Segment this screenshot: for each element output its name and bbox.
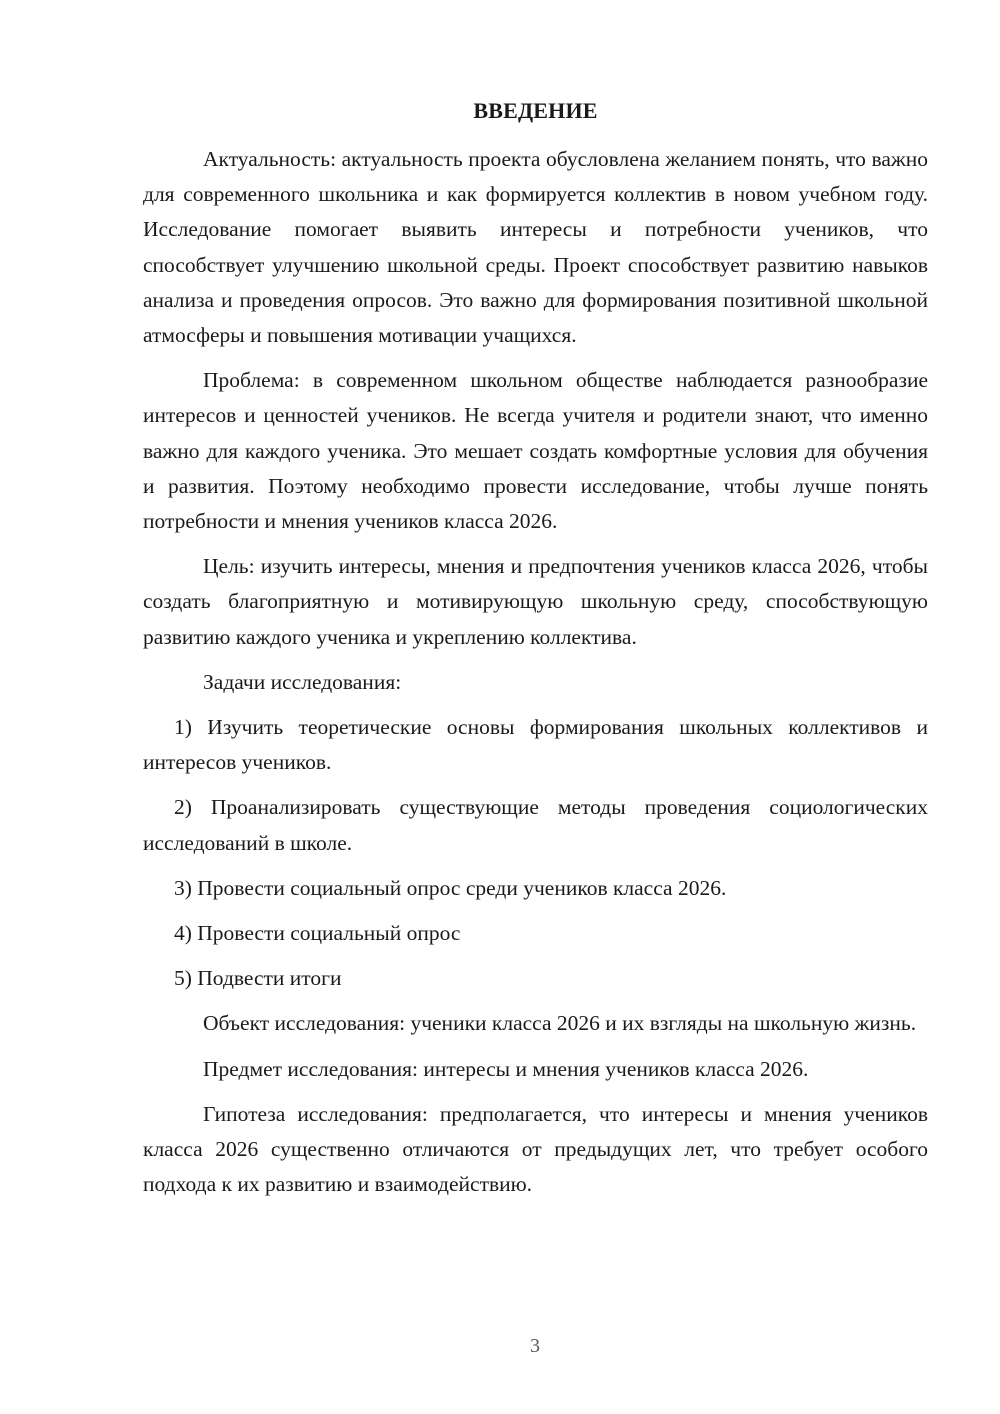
document-body	[143, 142, 928, 1212]
page-title: ВВЕДЕНИЕ	[473, 98, 598, 123]
task-item-2: 2) Проанализировать существующие методы проведения социологических исследований в школе.	[143, 795, 928, 855]
task-item-3: 3) Провести социальный опрос среди учеников класса 2026.	[174, 875, 727, 900]
goal-paragraph: Цель: изучить интересы, мнения и предпочтения учеников класса 2026, чтобы создать благоприятную и мотивирующую школьную среду, способствующую развитию каждого ученика и укреплению коллектива.	[143, 554, 928, 649]
subject-paragraph: Предмет исследования: интересы и мнения учеников класса 2026.	[203, 1056, 809, 1081]
object-paragraph: Объект исследования: ученики класса 2026 и их взгляды на школьную жизнь.	[203, 1011, 917, 1036]
relevance-paragraph: Актуальность: актуальность проекта обусловлена желанием понять, что важно для современного школьника и как формируется коллектив в новом учебном году. Исследование помогает выявить интересы и потребности учеников, что способствует улучшению школьной среды. Проект способствует развитию навыков анализа и проведения опросов. Это важно для формирования позитивной школьной атмосферы и повышения мотивации учащихся.	[143, 147, 928, 348]
tasks-heading: Задачи исследования:	[203, 669, 402, 694]
hypothesis-paragraph: Гипотеза исследования: предполагается, что интересы и мнения учеников класса 2026 существенно отличаются от предыдущих лет, что требует особого подхода к их развитию и взаимодействию.	[143, 1101, 928, 1197]
task-item-5: 5) Подвести итоги	[174, 966, 342, 991]
task-item-1: 1) Изучить теоретические основы формирования школьных коллективов и интересов учеников.	[143, 715, 928, 775]
problem-paragraph: Проблема: в современном школьном обществе наблюдается разнообразие интересов и ценностей учеников. Не всегда учителя и родители знают, что именно важно для каждого ученика. Это мешает создать комфортные условия для обучения и развития. Поэтому необходимо провести исследование, чтобы лучше понять потребности и мнения учеников класса 2026.	[143, 368, 928, 534]
page-number: 3	[530, 1335, 540, 1357]
task-item-4: 4) Провести социальный опрос	[174, 921, 461, 946]
